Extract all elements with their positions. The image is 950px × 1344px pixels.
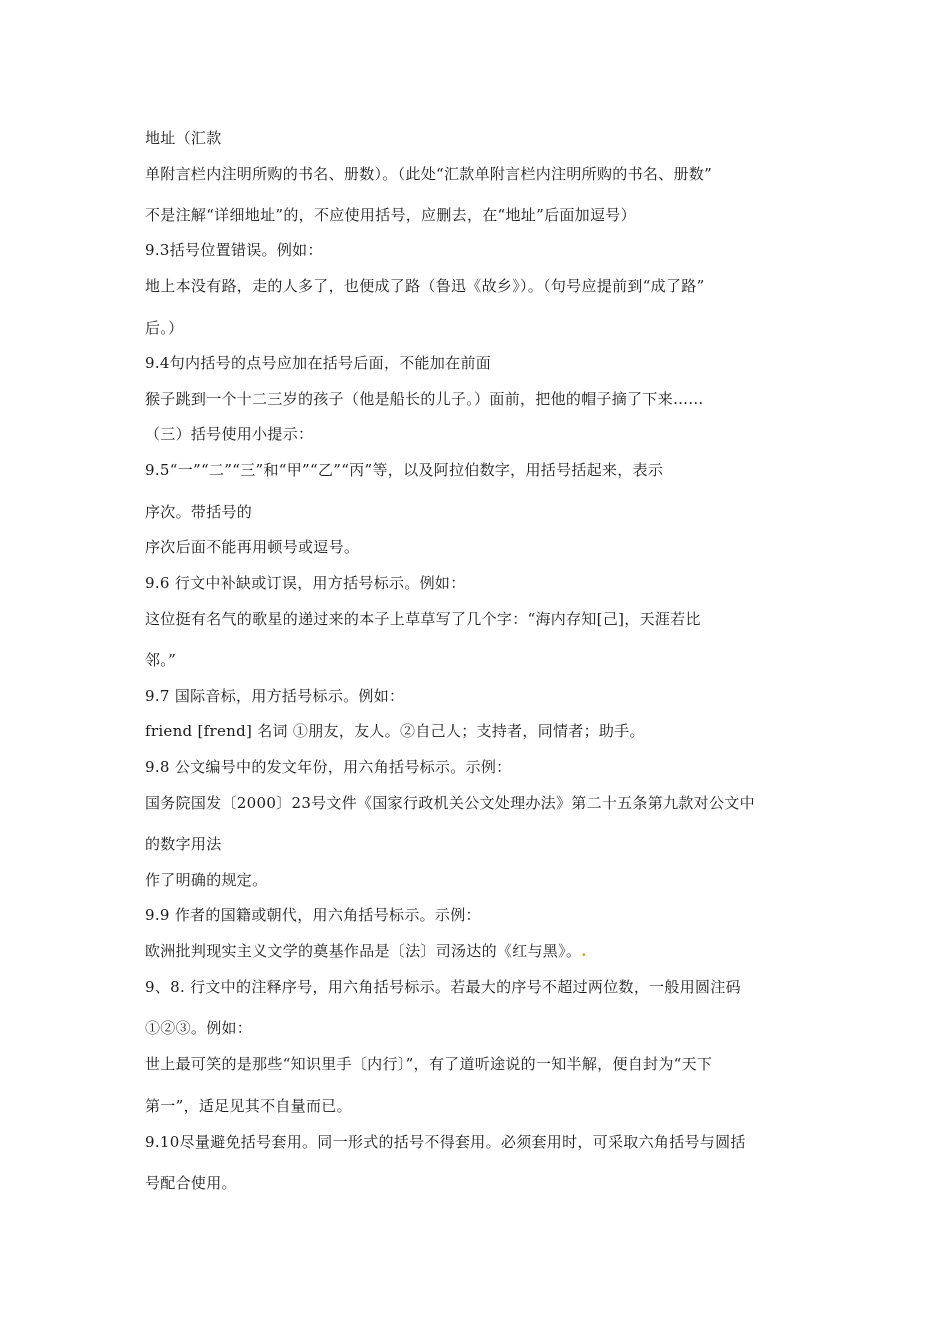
text-line: ①②③。例如： — [145, 1019, 253, 1037]
trailing-mark: . — [581, 942, 587, 960]
text-line: 猴子跳到一个十二三岁的孩子（他是船长的儿子。）面前，把他的帽子摘了下来…… — [145, 390, 704, 408]
text-line: 后。） — [145, 319, 184, 337]
text-line: 第一”，适足见其不自量而已。 — [145, 1097, 352, 1115]
heading-9-5: 9.5“一”“二”“三”和“甲”“乙”“丙”等，以及阿拉伯数字，用括号括起来，表示 — [145, 461, 664, 479]
text-line: 地上本没有路，走的人多了，也便成了路（鲁迅《故乡》）。（句号应提前到“成了路” — [145, 277, 705, 295]
text-line: 不是注解“详细地址”的，不应使用括号，应删去，在“地址”后面加逗号） — [145, 206, 636, 224]
text-line: 号配合使用。 — [145, 1174, 237, 1192]
text-line: 世上最可笑的是那些“知识里手〔内行〕”，有了道听途说的一知半解，便自封为“天下 — [145, 1055, 713, 1073]
heading-9-3: 9.3括号位置错误。例如： — [145, 241, 323, 259]
heading-9-8b: 9、8. 行文中的注释序号，用六角括号标示。若最大的序号不超过两位数，一般用圆注码 — [145, 978, 741, 996]
text-line: 作了明确的规定。 — [145, 871, 268, 889]
text-line: 国务院国发〔2000〕23号文件《国家行政机关公文处理办法》第二十五条第九款对公文中 — [145, 794, 755, 812]
heading-9-6: 9.6 行文中补缺或订误，用方括号标示。例如： — [145, 574, 466, 592]
text-line: 序次。带括号的 — [145, 503, 253, 521]
section-heading: （三）括号使用小提示： — [145, 425, 314, 443]
text-line: 的数字用法 — [145, 835, 222, 853]
text-line-with-mark — [145, 941, 587, 961]
text-line: 欧洲批判现实主义文学的奠基作品是〔法〕司汤达的《红与黑》。 — [145, 942, 582, 960]
text-line: 邻。” — [145, 651, 177, 669]
text-line: 单附言栏内注明所购的书名、册数）。（此处“汇款单附言栏内注明所购的书名、册数” — [145, 165, 713, 183]
heading-9-10: 9.10尽量避免括号套用。同一形式的括号不得套用。必须套用时，可采取六角括号与圆括 — [145, 1133, 746, 1151]
heading-9-4: 9.4句内括号的点号应加在括号后面，不能加在前面 — [145, 354, 492, 372]
text-line: friend [frend] 名词 ①朋友，友人。②自己人；支持者，同情者；助手。 — [145, 722, 645, 740]
heading-9-7: 9.7 国际音标，用方括号标示。例如： — [145, 687, 405, 705]
text-line: 地址（汇款 — [145, 129, 222, 147]
text-line: 序次后面不能再用顿号或逗号。 — [145, 538, 360, 556]
text-line: 这位挺有名气的歌星的递过来的本子上草草写了几个字：“海内存知[己]，天涯若比 — [145, 610, 701, 628]
heading-9-9: 9.9 作者的国籍或朝代，用六角括号标示。示例： — [145, 906, 481, 924]
heading-9-8: 9.8 公文编号中的发文年份，用六角括号标示。示例： — [145, 758, 512, 776]
